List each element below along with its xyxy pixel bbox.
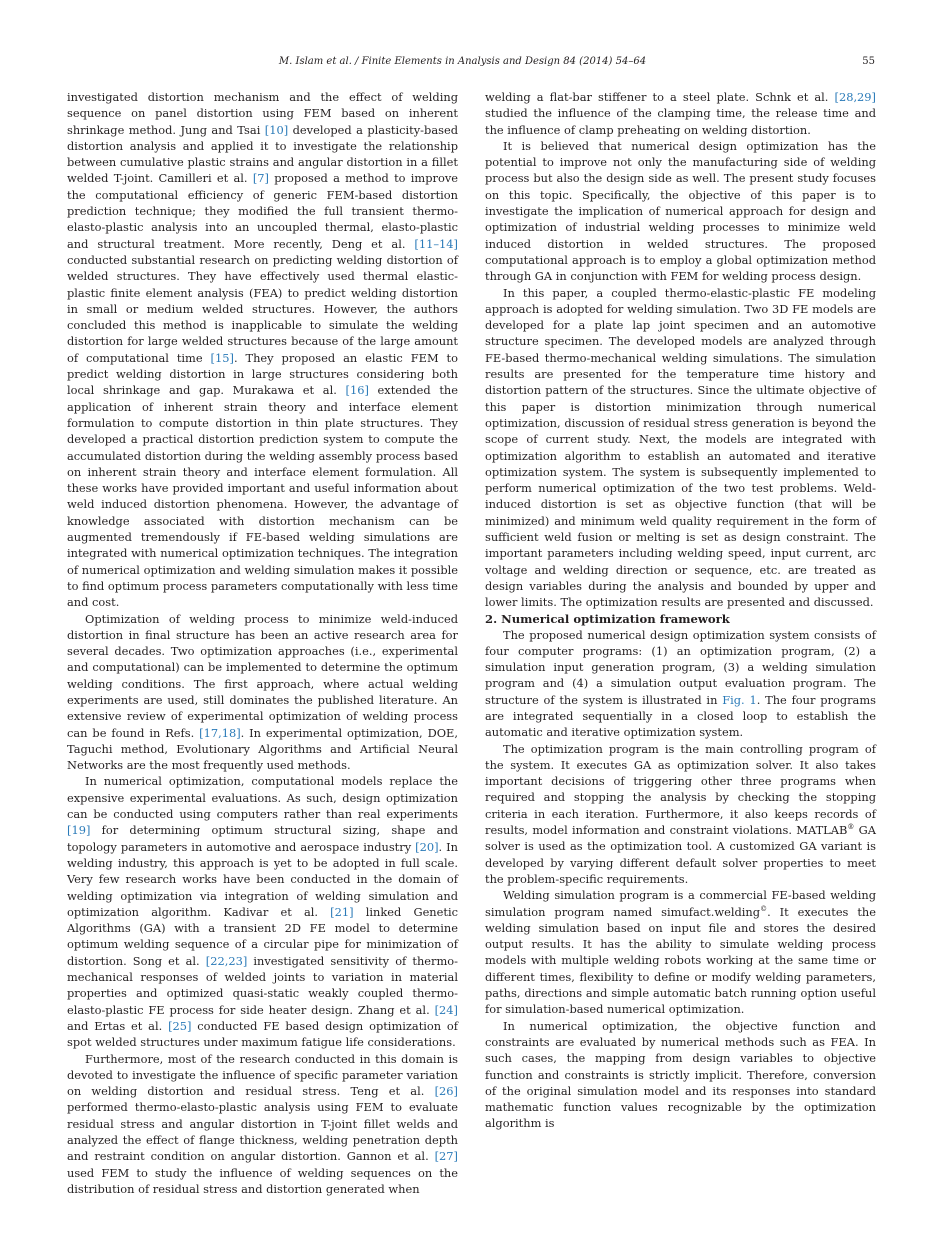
paragraph: In numerical optimization, the objective function and constraints are evaluated by numerical methods such as FEA. In such cases, the mapping from design variables to objective function and constraints is strictly implicit. Therefore, conversion of the original simulation model and its responses into standard mathematic function values recognizable by the optimization algorithm is <box>485 1018 876 1131</box>
citation-link[interactable]: [27] <box>434 1149 458 1164</box>
right-column <box>485 89 876 1132</box>
paragraph: In numerical optimization, computational models replace the expensive experimental evaluations. As such, design optimization can be conducted using computers rather than real experiments [19] for determining optimum structural sizing, shape and topology parameters in automotive and aerospace industry [20]. In welding industry, this approach is yet to be adopted in full scale. Very few research works have been conducted in the domain of welding optimization via integration of welding simulation and optimization algorithm. Kadivar et al. [21] linked Genetic Algorithms (GA) with a transient 2D FE model to determine optimum welding sequence of a circular pipe for minimization of distortion. Song et al. [22,23] investigated sensitivity of thermo-mechanical responses of welded joints to variation in material properties and optimized quasi-static weakly coupled thermo-elasto-plastic FE process for side heater design. Zhang et al. [24] and Ertas et al. [25] conducted FE based design optimization of spot welded structures under maximum fatigue life considerations. <box>67 774 459 1050</box>
paragraph: The optimization program is the main controlling program of the system. It executes GA as optimization solver. It also takes important decisions of triggering other three programs when required and stopping the analysis by checking the stopping criteria in each iteration. Furthermore, it also keeps records of results, model information and constraint violations. MATLAB® GA solver is used as the optimization tool. A customized GA variant is developed by varying different default solver properties to meet the problem-specific requirements. <box>485 741 876 886</box>
citation-link[interactable]: [10] <box>264 122 289 137</box>
paragraph: Welding simulation program is a commercial FE-based welding simulation program named simufact.welding©. It executes the welding simulation based on input file and stores the desired output results. It has the ability to simulate welding process models with multiple welding robots working at the same time or different times, flexibility to define or modify welding parameters, paths, directions and simple automatic batch running option useful for simulation-based numerical optimization. <box>485 888 876 1017</box>
copyright-mark: © <box>760 904 768 913</box>
paragraph: welding a flat-bar stiffener to a steel plate. Schnk et al. [28,29] studied the influence of the clamping time, the release time and the influence of clamp preheating on welding distortion. <box>485 90 876 137</box>
page-header <box>0 54 925 70</box>
citation-link[interactable]: [7] <box>252 171 269 186</box>
left-column <box>67 89 458 1197</box>
section-heading: 2. Numerical optimization framework <box>485 611 730 626</box>
citation-link[interactable]: [17,18] <box>199 725 241 740</box>
paragraph: In this paper, a coupled thermo-elastic-plastic FE modeling approach is adopted for welding simulation. Two 3D FE models are developed for a plate lap joint specimen and an automotive structure specimen. The developed models are analyzed through FE-based thermo-mechanical welding simulations. The simulation results are presented for the temperature time history and distortion pattern of the structures. Since the ultimate objective of this paper is distortion minimization through numerical optimization, discussion of residual stress generation is beyond the scope of current study. Next, the models are integrated with optimization algorithm to establish an automated and iterative optimization system. The system is subsequently implemented to perform numerical optimization of the two test problems. Weld-induced distortion is set as objective function (that will be minimized) and minimum weld quality requirement in the form of sufficient weld fusion or melting is set as design constraint. The important parameters including welding speed, input current, arc voltage and welding direction or sequence, etc. are treated as design variables during the analysis and bounded by upper and lower limits. The optimization results are presented and discussed. <box>485 285 876 610</box>
paragraph: It is believed that numerical design optimization has the potential to improve not only the manufacturing side of welding process but also the design side as well. The present study focuses on this topic. Specifically, the objective of this paper is to investigate the implication of numerical approach for design and optimization of industrial welding processes to minimize weld induced distortion in welded structures. The proposed computational approach is to employ a global optimization method through GA in conjunction with FEM for welding process design. <box>485 138 876 284</box>
citation-link[interactable]: [19] <box>67 823 91 838</box>
citation-link[interactable]: [26] <box>434 1084 458 1099</box>
citation-link[interactable]: [15] <box>210 350 234 365</box>
paragraph: Optimization of welding process to minimize weld-induced distortion in final structure has been an active research area for several decades. Two optimization approaches (i.e., experimental and computational) can be implemented to determine the optimum welding conditions. The first approach, where actual welding experiments are used, still dominates the published literature. An extensive review of experimental optimization of welding process can be found in Refs. [17,18]. In experimental optimization, DOE, Taguchi method, Evolutionary Algorithms and Artificial Neural Networks are the most frequently used methods. <box>67 611 458 773</box>
citation-link[interactable]: [28,29] <box>834 90 876 104</box>
citation-link[interactable]: [21] <box>330 904 354 919</box>
running-head: M. Islam et al. / Finite Elements in Analysis and Design 84 (2014) 54–64 <box>278 56 647 67</box>
citation-link[interactable]: [24] <box>434 1002 458 1017</box>
citation-link[interactable]: [20] <box>415 839 439 854</box>
figure-link[interactable]: Fig. 1 <box>722 692 757 707</box>
citation-link[interactable]: [11–14] <box>414 236 458 251</box>
paragraph: Furthermore, most of the research conducted in this domain is devoted to investigate the influence of specific parameter variation on welding distortion and residual stress. Teng et al. [26] performed thermo-elasto-plastic analysis using FEM to evaluate residual stress and angular distortion in T-joint fillet welds and analyzed the effect of flange thickness, welding penetration depth and restraint condition on angular distortion. Gannon et al. [27] used FEM to study the influence of welding sequences on the distribution of residual stress and distortion generated when <box>67 1051 458 1196</box>
page-number: 55 <box>862 56 875 67</box>
registered-mark: ® <box>847 823 855 832</box>
paragraph: investigated distortion mechanism and the effect of welding sequence on panel distortion using FEM based on inherent shrinkage method. Jung and Tsai [10] developed a plasticity-based distortion analysis and applied it to investigate the relationship between cumulative plastic strains and angular distortion in a fillet welded T-joint. Camilleri et al. [7] proposed a method to improve the computational efficiency of generic FEM-based distortion prediction technique; they modified the full transient thermo-elasto-plastic analysis into an uncoupled thermal, elasto-plastic and structural treatment. More recently, Deng et al. [11–14] conducted substantial research on predicting welding distortion of welded structures. They have effectively used thermal elastic-plastic finite element analysis (FEA) to predict welding distortion in small or medium welded structures. However, the authors concluded this method is inapplicable to simulate the welding distortion for large welded structures because of the large amount of computational time [15]. They proposed an elastic FEM to predict welding distortion in large structures considering both local shrinkage and gap. Murakawa et al. [16] extended the application of inherent strain theory and interface element formulation to compute distortion in thin plate structures. They developed a practical distortion prediction system to compute the accumulated distortion during the welding assembly process based on inherent strain theory and interface element formulation. All these works have provided important and useful information about weld induced distortion phenomena. However, the advantage of knowledge associated with distortion mechanism can be augmented tremendously if FE-based welding simulations are integrated with numerical optimization techniques. The integration of numerical optimization and welding simulation makes it possible to find optimum process parameters computationally with less time and cost. <box>67 90 458 610</box>
paragraph: The proposed numerical design optimization system consists of four computer programs: (1) an optimization program, (2) a simulation input generation program, (3) a welding simulation program and (4) a simulation output evaluation program. The structure of the system is illustrated in Fig. 1. The four programs are integrated sequentially in a closed loop to establish the automatic and iterative optimization system. <box>485 627 876 740</box>
citation-link[interactable]: [16] <box>345 383 369 398</box>
citation-link[interactable]: [25] <box>168 1018 192 1033</box>
citation-link[interactable]: [22,23] <box>205 953 248 968</box>
